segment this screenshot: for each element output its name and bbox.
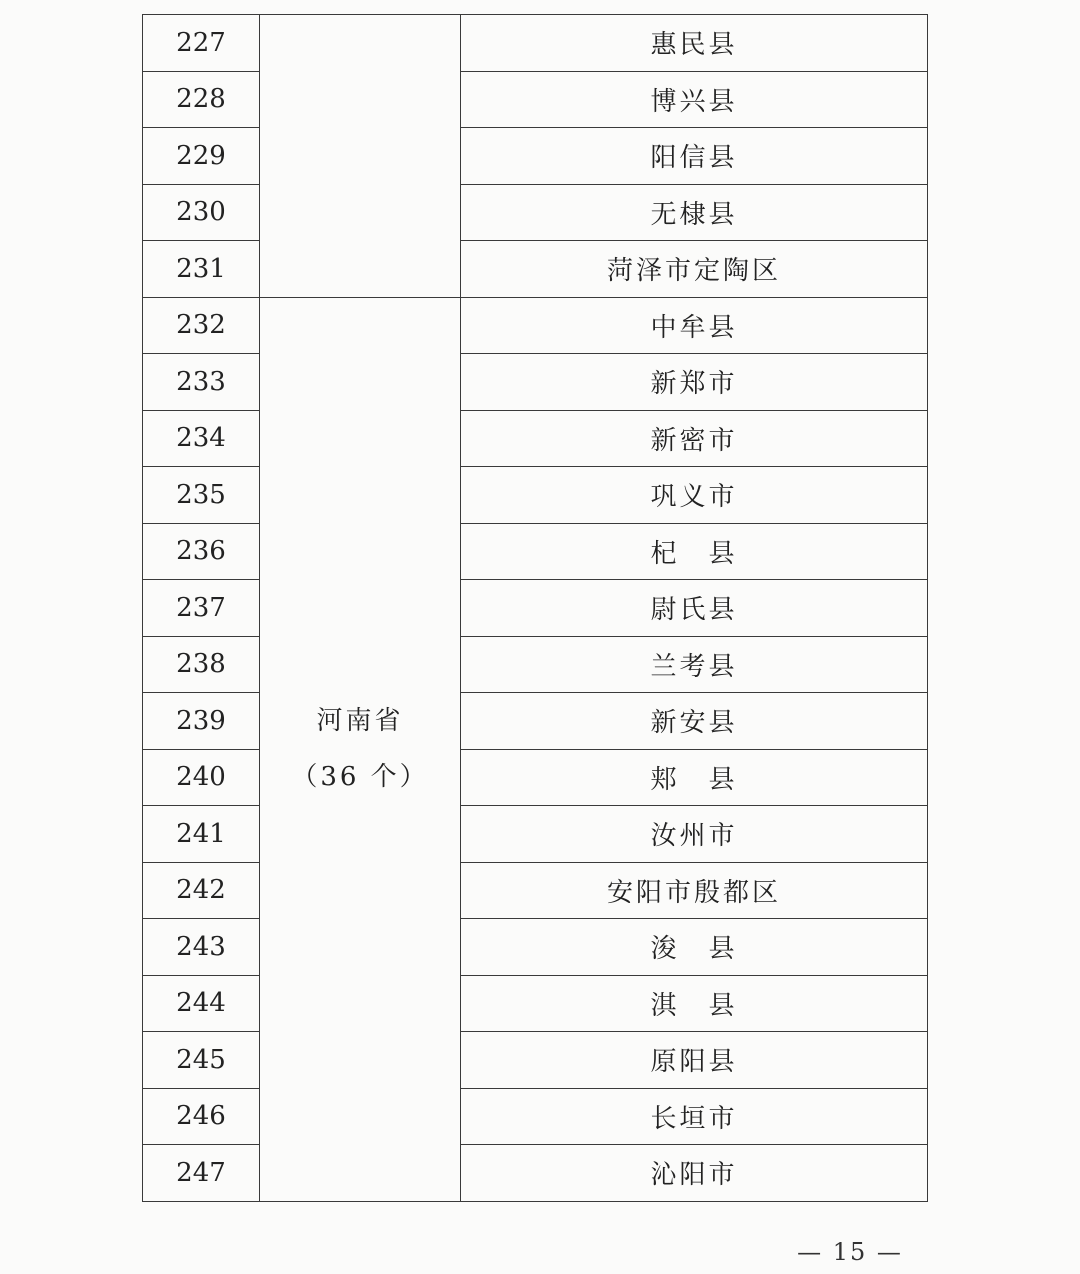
row-number: 228 bbox=[143, 71, 260, 128]
county-name: 博兴县 bbox=[461, 71, 928, 128]
row-number: 243 bbox=[143, 919, 260, 976]
row-number: 229 bbox=[143, 128, 260, 185]
row-number: 241 bbox=[143, 806, 260, 863]
county-name: 新安县 bbox=[461, 693, 928, 750]
county-name: 原阳县 bbox=[461, 1032, 928, 1089]
row-number: 242 bbox=[143, 862, 260, 919]
province-name: 河南省 bbox=[316, 706, 404, 736]
county-name: 淇 县 bbox=[461, 975, 928, 1032]
row-number: 234 bbox=[143, 410, 260, 467]
row-number: 238 bbox=[143, 636, 260, 693]
county-name: 杞 县 bbox=[461, 523, 928, 580]
page-number: — 15 — bbox=[797, 1238, 903, 1266]
county-name: 无棣县 bbox=[461, 184, 928, 241]
row-number: 227 bbox=[143, 15, 260, 72]
row-number: 240 bbox=[143, 749, 260, 806]
row-number: 233 bbox=[143, 354, 260, 411]
county-name: 兰考县 bbox=[461, 636, 928, 693]
row-number: 239 bbox=[143, 693, 260, 750]
row-number: 231 bbox=[143, 241, 260, 298]
county-name: 尉氏县 bbox=[461, 580, 928, 637]
table-row bbox=[143, 297, 928, 354]
county-name: 沁阳市 bbox=[461, 1145, 928, 1202]
county-name: 长垣市 bbox=[461, 1088, 928, 1145]
row-number: 245 bbox=[143, 1032, 260, 1089]
county-name: 浚 县 bbox=[461, 919, 928, 976]
county-name: 郏 县 bbox=[461, 749, 928, 806]
row-number: 236 bbox=[143, 523, 260, 580]
province-count: （36 个） bbox=[291, 762, 429, 792]
county-name: 新密市 bbox=[461, 410, 928, 467]
row-number: 247 bbox=[143, 1145, 260, 1202]
county-name: 中牟县 bbox=[461, 297, 928, 354]
county-name: 巩义市 bbox=[461, 467, 928, 524]
row-number: 235 bbox=[143, 467, 260, 524]
row-number: 237 bbox=[143, 580, 260, 637]
county-name: 惠民县 bbox=[461, 15, 928, 72]
row-number: 246 bbox=[143, 1088, 260, 1145]
table-row bbox=[143, 15, 928, 72]
row-number: 244 bbox=[143, 975, 260, 1032]
county-name: 新郑市 bbox=[461, 354, 928, 411]
county-list-table bbox=[142, 14, 928, 1202]
row-number: 232 bbox=[143, 297, 260, 354]
county-name: 安阳市殷都区 bbox=[461, 862, 928, 919]
province-cell bbox=[260, 297, 461, 1201]
county-name: 菏泽市定陶区 bbox=[461, 241, 928, 298]
row-number: 230 bbox=[143, 184, 260, 241]
county-name: 汝州市 bbox=[461, 806, 928, 863]
county-name: 阳信县 bbox=[461, 128, 928, 185]
province-cell-continued bbox=[260, 15, 461, 298]
county-list-body bbox=[143, 15, 928, 1202]
